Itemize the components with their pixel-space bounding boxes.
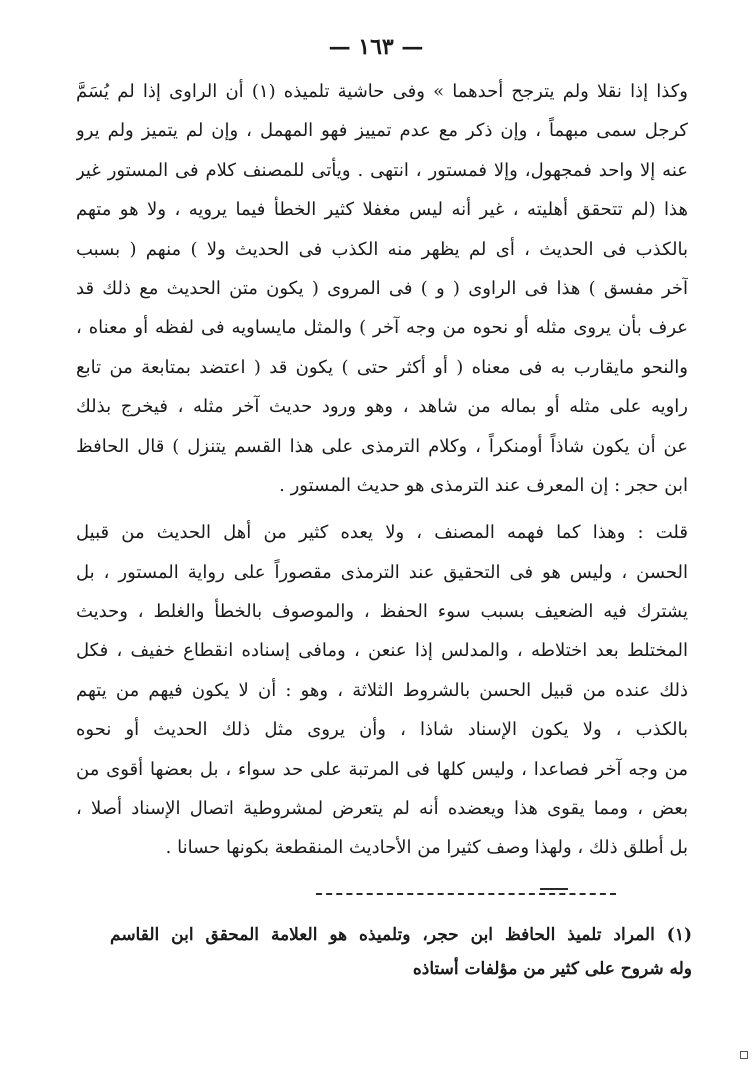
- text-line: هذا (لم تتحقق أهليته ، غير أنه ليس مغفلا كثير الخطأ فيما يرويه ، ولا هو متهم: [76, 199, 688, 221]
- text-line: المختلط بعد اختلاطه ، والمدلس إذا عنعن ، ومافى إسناده انقطاع خفيف ، فكل: [76, 640, 688, 662]
- text-line: وكذا إذا نقلا ولم يترجح أحدهما » وفى حاشية تلميذه (١) أن الراوى إذا لم يُسَمَّ: [76, 81, 688, 102]
- text-line: والنحو مايقارب به فى معناه ( أو أكثر حتى ) يكون قد ( اعتضد بمتابعة من تابع: [76, 356, 688, 378]
- footnote-separator-mark: [540, 888, 568, 890]
- footnote-line: وله شروح على كثير من مؤلفات أستاذه: [412, 959, 692, 979]
- scan-corner-mark: [740, 1051, 748, 1059]
- footnote-line: (١) المراد تلميذ الحافظ ابن حجر، وتلميذه هو العلامة المحقق ابن القاسم: [110, 925, 692, 945]
- main-text: [76, 72, 688, 868]
- text-line: من وجه آخر فصاعدا ، وليس كلها فى المرتبة على حد سواء ، بل بعضها أقوى من: [76, 758, 688, 780]
- text-line: بل أطلق ذلك ، ولهذا وصف كثيرا من الأحاديث المنقطعة بكونها حسانا .: [165, 837, 688, 859]
- text-line: آخر مفسق ) هذا فى الراوى ( و ) فى المروى ( يكون متن الحديث مع ذلك قد: [76, 277, 688, 299]
- text-line: ابن حجر : إن المعرف عند الترمذى هو حديث المستور .: [279, 474, 688, 496]
- text-line: راويه على مثله أو بماله من شاهد ، وهو ورود حديث آخر مثله ، فيخرج بذلك: [76, 396, 688, 418]
- text-line: يشترك فيه الضعيف بسبب سوء الحفظ ، والموصوف بالخطأ والغلط ، وحديث: [76, 601, 688, 623]
- text-line: الحسن ، وليس هو فى التحقيق عند الترمذى مقصوراً على رواية المستور ، بل: [76, 561, 688, 583]
- text-line: بالكذب فى الحديث ، أى لم يظهر منه الكذب فى الحديث ولا ) منهم ( بسبب: [76, 238, 688, 260]
- text-line: بعض ، ومما يقوى هذا ويعضده أنه لم يتعرض لمشروطية اتصال الإسناد أصلا ،: [76, 798, 688, 820]
- text-line: ذلك عنده من قبيل الحسن بالشروط الثلاثة ، وهو : أن لا يكون فيهم من يتهم: [76, 679, 688, 701]
- page-number: — ١٦٣ —: [328, 34, 424, 60]
- paragraph-gap: [76, 505, 688, 513]
- text-line: عرف بأن يروى مثله أو نحوه من وجه آخر ) والمثل مايساويه فى لفظه أو معناه ،: [76, 317, 688, 339]
- paragraph-2: [76, 513, 688, 868]
- text-line: قلت : وهذا كما فهمه المصنف ، ولا يعده كثير من أهل الحديث من قبيل: [76, 522, 688, 544]
- paragraph-1: [76, 72, 688, 505]
- text-line: بالكذب ، ولا يكون الإسناد شاذا ، وأن يروى مثل ذلك الحديث أو نحوه: [76, 719, 688, 741]
- footnote: [110, 918, 692, 986]
- text-line: عنه إلا واحد فمجهول، وإلا فمستور ، انتهى . ويأتى للمصنف كلام فى المستور غير: [76, 159, 688, 181]
- footnote-separator: [316, 893, 616, 895]
- text-line: عن أن يكون شاذاً أومنكراً ، وكلام الترمذى على هذا القسم يتنزل ) قال الحافظ: [76, 435, 688, 457]
- text-line: كرجل سمى مبهماً ، وإن ذكر مع عدم تمييز فهو المهمل ، وإن لم يتميز ولم يرو: [76, 120, 688, 142]
